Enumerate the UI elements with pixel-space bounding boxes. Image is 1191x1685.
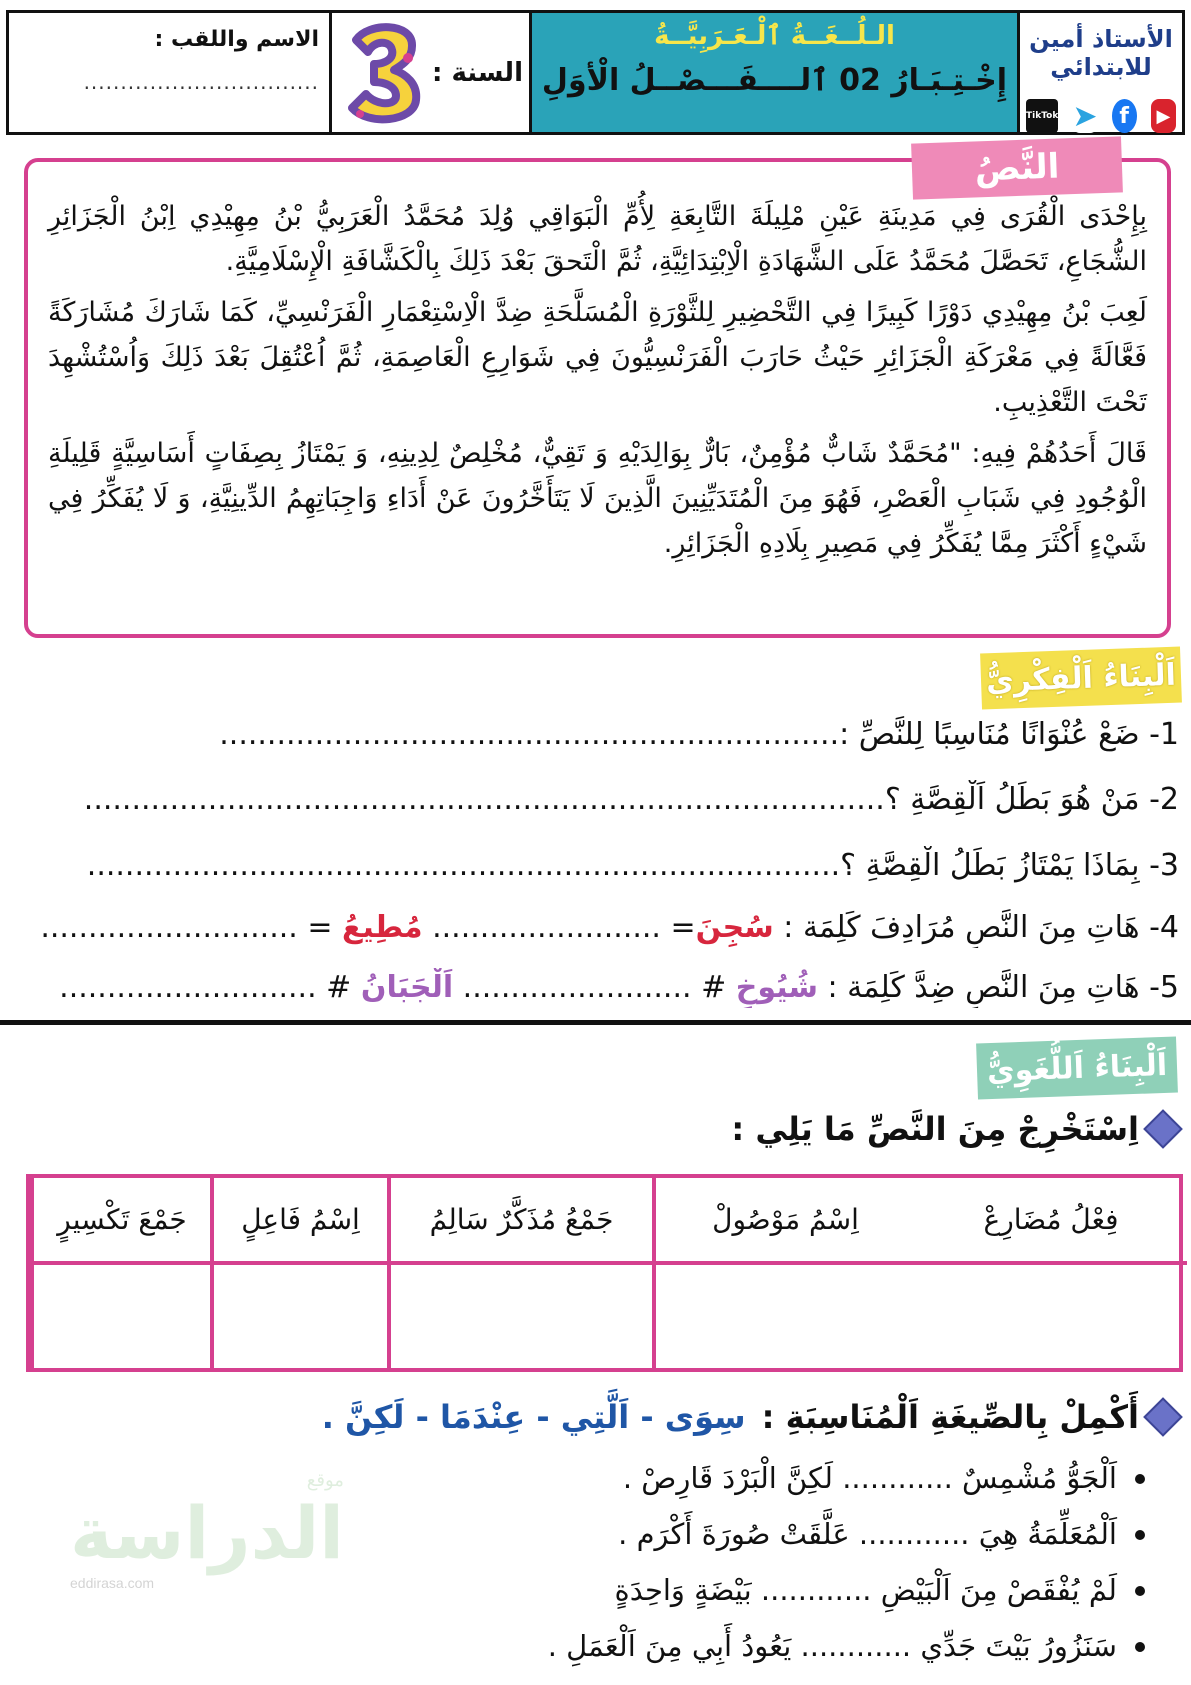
question-2[interactable]: 2- مَنْ هُوَ بَطَلُ اَلْقِصَّةِ ؟.................................................................................... [83,782,1179,817]
table-answer-cell[interactable] [387,1265,652,1368]
text-section-title: النَّصُ [973,146,1061,190]
table-header-sound-masc-plural: جَمْعُ مُذَكَّرٌ سَالِمُ [387,1178,652,1265]
question-3[interactable]: 3- بِمَاذَا يَمْتَازُ بَطَلُ الْقِصَّةِ ؟............................................................................... [86,848,1179,883]
q4-prefix: 4- هَاتِ مِنَ النَّصِ مُرَادِفَ كَلِمَة : [773,910,1179,945]
diamond-bullet-icon [1143,1109,1183,1149]
diamond-bullet-icon [1143,1397,1183,1437]
section-divider [0,1020,1191,1025]
paragraph-3: قَالَ أَحَدُهُمْ فِيهِ: "مُحَمَّدٌ شَابٌّ مُؤْمِنٌ، بَارٌّ بِوَالِدَيْهِ وَ تَقِيٌّ، مُخْلِصٌ لِدِينِهِ، وَ يَمْتَازُ بِصِفَاتٍ أَسَاسِيَّةٍ قَلِيلَةِ الْوُجُودِ فِي شَبَابِ الْعَصْرِ، فَهُوَ مِنَ الْمُتَدَيِّنِينَ الَّذِينَ لَا يَتَأَخَّرُونَ عَنْ أَدَاءِ وَاجِبَاتِهِمُ الدِّينِيَّةِ، وَ لَا يُفَكِّرُ فِي شَيْءٍ أَكْثَرَ مِمَّا يُفَكِّرُ فِي مَصِيرِ بِلَادِهِ الْجَزَائِرِ. [48,438,1147,559]
question-1[interactable]: 1- ضَعْ عُنْوَانًا مُنَاسِبًا لِلنَّصِّ :................................................................. [219,717,1179,752]
name-label: الاسم واللقب : [154,27,319,52]
paragraph-1: بِإِحْدَى الْقُرَى فِي مَدِينَةِ عَيْنِ مْلِيلَةَ التَّابِعَةِ لِأُمِّ الْبَوَاقِي وُلِدَ مُحَمَّدُ الْعَرَبِيُّ بْنُ مِهِيْدِي اِبْنُ الْجَزَائِرِ الشُّجَاعِ، تَحَصَّلَ مُحَمَّدُ عَلَى الشَّهَادَةِ الْاِبْتِدَائِيَّةِ، ثُمَّ الْتَحقَ بَعْدَ ذَلِكَ بِالْكَشَّافَةِ الْإِسْلَامِيَّةِ. [48,201,1147,277]
subject-title: الـلُــغَــةُ ٱلْـعَـرَبِيَّــةُ [654,21,895,51]
number-three-badge [338,18,428,128]
grammar-title: اَلْبِنَاءُ اَللُّغَوِيُّ [986,1047,1168,1089]
q4-mid: = ........................ [422,910,696,945]
tiktok-icon[interactable]: TikTok [1026,99,1058,133]
name-field[interactable]: ................................ [83,70,319,94]
list-item[interactable]: سَنَزُورُ بَيْتَ جَدِّي ............ يَعُودُ أَبِي مِنَ اَلْعَمَلِ . [251,1618,1151,1674]
facebook-icon[interactable]: f [1112,99,1137,133]
complete-heading-text: أَكْمِلْ بِالصِّيغَةِ اَلْمُنَاسِبَةِ : [761,1398,1139,1436]
teacher-cell [1017,13,1182,132]
exam-title: إِخْـتِـبَـارُ 02 ٱلــــفَـــصْــلُ الْأوَلِ [541,63,1008,98]
table-header-active-participle: اِسْمُ فَاعِلٍ [210,1178,387,1265]
table-header-relative-pronoun: اِسْمُ مَوْصُولْ [652,1178,915,1265]
paragraph-2: لَعِبَ بْنُ مِهِيْدِي دَوْرًا كَبِيرًا فِي التَّحْضِيرِ لِلثَّوْرَةِ الْمُسَلَّحَةِ ضِدَّ الْاِسْتِعْمَارِ الْفَرَنْسِيِّ، كَمَا شَارَكَ مُشَارَكَةً فَعَّالَةً فِي مَعْرَكَةِ الْجَزَائِرِ حَيْثُ حَارَبَ الْفَرَنْسِيُّونَ فِي شَوَارِعِ الْعَاصِمَةِ، ثُمَّ اُعْتُقِلَ بَعْدَ ذَلِكَ وَاُسْتُشْهِدَ تَحْتَ التَّعْذِيبِ. [48,297,1147,418]
grammar-tag [976,1037,1178,1100]
table-header-present-verb: فِعْلُ مُضَارِعْ [915,1178,1187,1265]
watermark-brand: الدراسة [70,1491,344,1575]
watermark-url: eddirasa.com [70,1575,155,1591]
q5-mid: # ........................ [453,970,736,1005]
watermark-small: موقع [306,1470,344,1491]
q4-word-1: سُجِنَ [695,910,774,945]
comprehension-title: اَلْبِنَاءُ اَلْفِكْرِيُّ [985,657,1177,699]
level-cell [329,13,529,132]
table-header-broken-plural: جَمْعَ تَكْسِيرٍ [30,1178,210,1265]
q5-end: # ........................... [59,970,361,1005]
teacher-name: الأستاذ أمين للابتدائي [1029,25,1173,81]
list-item[interactable]: لَمْ يُفْقَصْ مِنَ اَلْبَيْضِ ............ بَيْضَةٍ وَاحِدَةٍ [251,1562,1151,1618]
extract-heading-text: اِسْتَخْرِجْ مِنَ النَّصِّ مَا يَلِي : [731,1110,1139,1148]
text-section-tag [911,136,1123,199]
table-answer-cell[interactable] [915,1265,1187,1368]
question-5[interactable] [9,968,1179,1008]
q5-word-2: اَلْجَبَانُ [360,970,454,1005]
comprehension-tag [980,647,1182,710]
list-item[interactable]: اَلْمُعَلِّمَةُ هِيَ ............ عَلَّقَتْ صُورَةَ أَكْرَم . [251,1506,1151,1562]
q4-word-2: مُطِيعُ [342,910,423,945]
watermark [70,1470,344,1591]
q5-prefix: 5- هَاتِ مِنَ النَّصِ ضِدَّ كَلِمَة : [817,970,1179,1005]
table-answer-cell[interactable] [210,1265,387,1368]
fill-in-list [251,1450,1151,1674]
table-answer-cell[interactable] [652,1265,915,1368]
grammar-table [26,1174,1183,1372]
q5-word-1: شُيُوخٍ [735,970,818,1005]
complete-heading [322,1398,1177,1436]
exam-header [6,10,1185,135]
telegram-icon[interactable]: ➤ [1072,98,1098,134]
question-4[interactable] [9,908,1179,948]
table-answer-cell[interactable] [30,1265,210,1368]
youtube-icon[interactable]: ▶ [1151,99,1176,133]
q4-end: = ........................... [40,910,343,945]
level-label: السنة : [432,57,523,88]
title-cell [529,13,1017,132]
reading-text-box [24,146,1171,638]
list-item[interactable]: اَلْجَوُّ مُشْمِسٌ ............ لَكِنَّ الْبَرْدَ قَارِصْ . [251,1450,1151,1506]
extract-heading [731,1110,1177,1148]
social-icons [1026,99,1176,133]
three-badge-icon [338,18,428,128]
complete-options: سِوَى - اَلَّتِي - عِنْدَمَا - لَكِنَّ . [321,1398,746,1436]
name-cell [9,13,329,132]
